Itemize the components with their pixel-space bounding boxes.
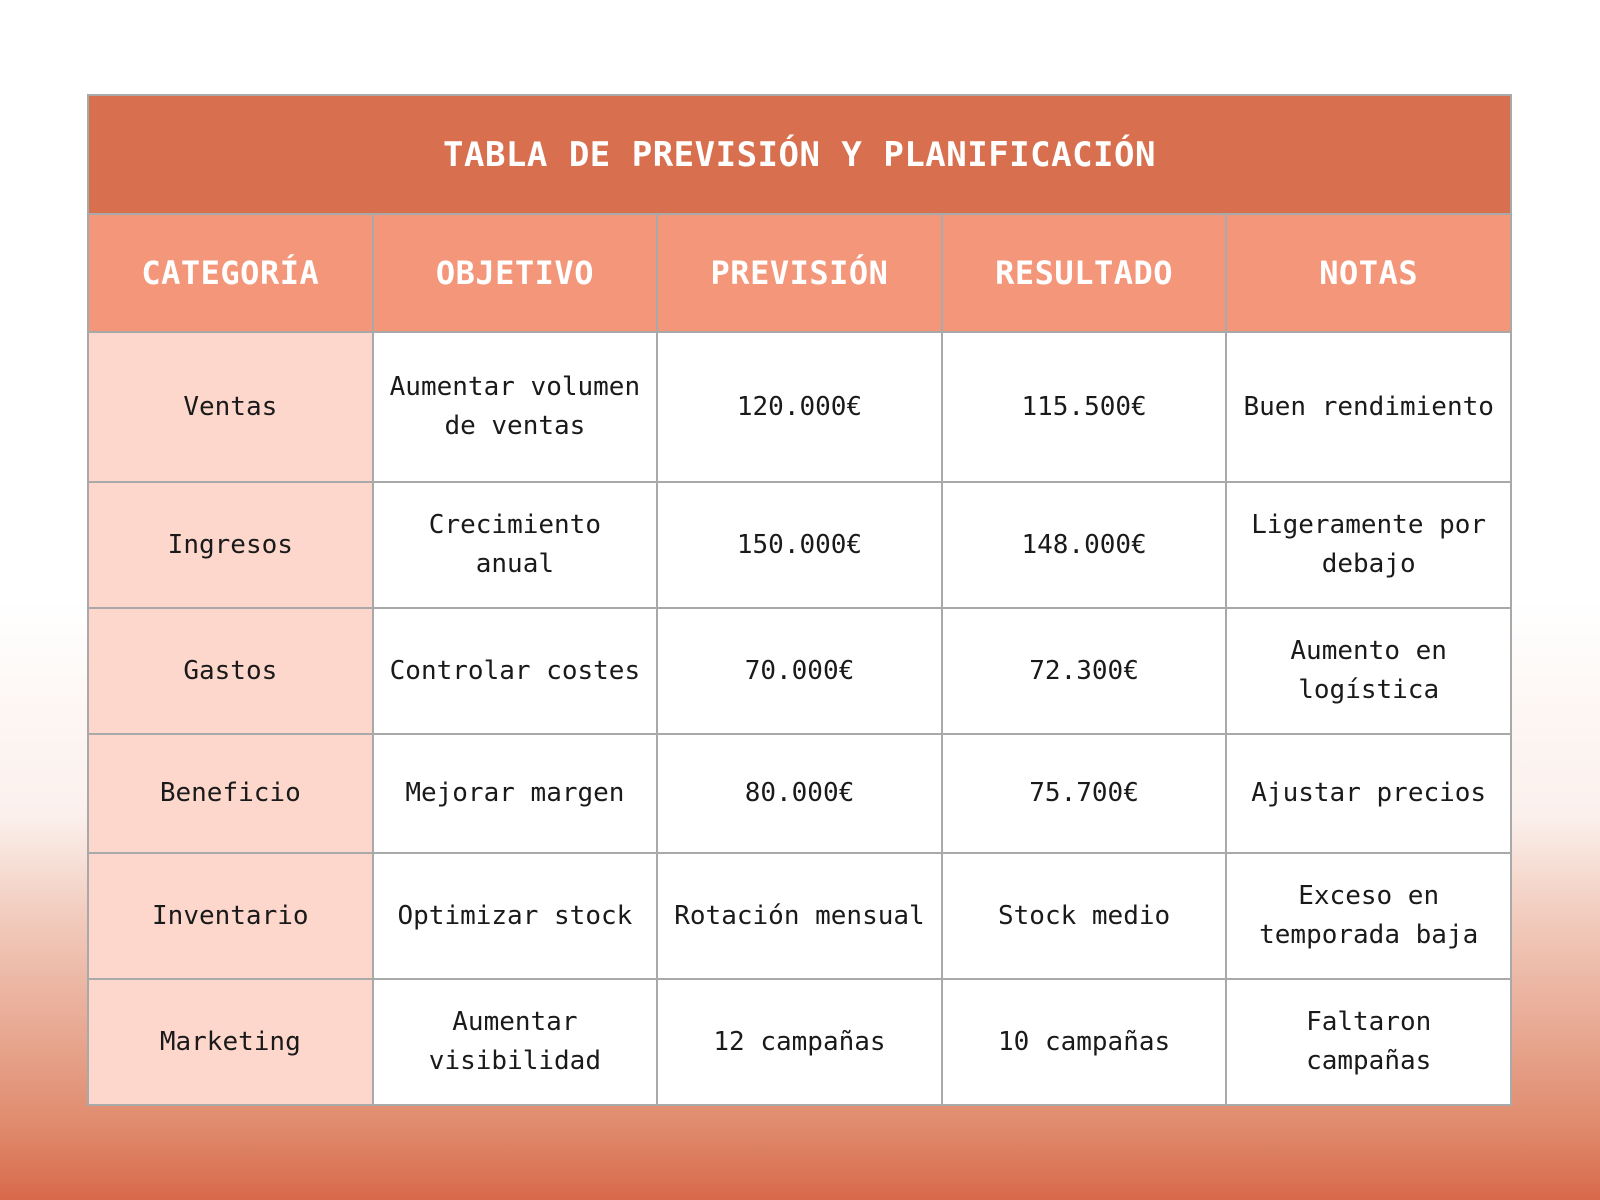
notes-cell: Ligeramente por debajo (1226, 482, 1511, 608)
table-title: TABLA DE PREVISIÓN Y PLANIFICACIÓN (88, 95, 1511, 214)
result-cell: 72.300€ (942, 608, 1227, 734)
forecast-cell: 80.000€ (657, 734, 942, 853)
result-cell: 10 campañas (942, 979, 1227, 1105)
forecast-cell: Rotación mensual (657, 853, 942, 979)
header-categoria: CATEGORÍA (88, 214, 373, 332)
notes-cell: Buen rendimiento (1226, 332, 1511, 482)
objective-cell: Optimizar stock (373, 853, 658, 979)
forecast-cell: 150.000€ (657, 482, 942, 608)
result-cell: 75.700€ (942, 734, 1227, 853)
objective-cell: Mejorar margen (373, 734, 658, 853)
table-row (88, 734, 1511, 853)
header-prevision: PREVISIÓN (657, 214, 942, 332)
notes-cell: Aumento en logística (1226, 608, 1511, 734)
objective-cell: Aumentar visibilidad (373, 979, 658, 1105)
notes-cell: Ajustar precios (1226, 734, 1511, 853)
forecast-cell: 120.000€ (657, 332, 942, 482)
objective-cell: Controlar costes (373, 608, 658, 734)
objective-cell: Aumentar volumen de ventas (373, 332, 658, 482)
result-cell: 148.000€ (942, 482, 1227, 608)
title-row (88, 95, 1511, 214)
forecast-table (87, 94, 1512, 1106)
category-cell: Marketing (88, 979, 373, 1105)
forecast-cell: 70.000€ (657, 608, 942, 734)
forecast-cell: 12 campañas (657, 979, 942, 1105)
header-resultado: RESULTADO (942, 214, 1227, 332)
notes-cell: Faltaron campañas (1226, 979, 1511, 1105)
notes-cell: Exceso en temporada baja (1226, 853, 1511, 979)
header-notas: NOTAS (1226, 214, 1511, 332)
category-cell: Inventario (88, 853, 373, 979)
table-row (88, 482, 1511, 608)
result-cell: 115.500€ (942, 332, 1227, 482)
result-cell: Stock medio (942, 853, 1227, 979)
objective-cell: Crecimiento anual (373, 482, 658, 608)
category-cell: Beneficio (88, 734, 373, 853)
category-cell: Ingresos (88, 482, 373, 608)
table-row (88, 332, 1511, 482)
category-cell: Gastos (88, 608, 373, 734)
category-cell: Ventas (88, 332, 373, 482)
table-row (88, 853, 1511, 979)
table-row (88, 979, 1511, 1105)
table-row (88, 608, 1511, 734)
forecast-table-container (87, 94, 1512, 1106)
header-row (88, 214, 1511, 332)
header-objetivo: OBJETIVO (373, 214, 658, 332)
